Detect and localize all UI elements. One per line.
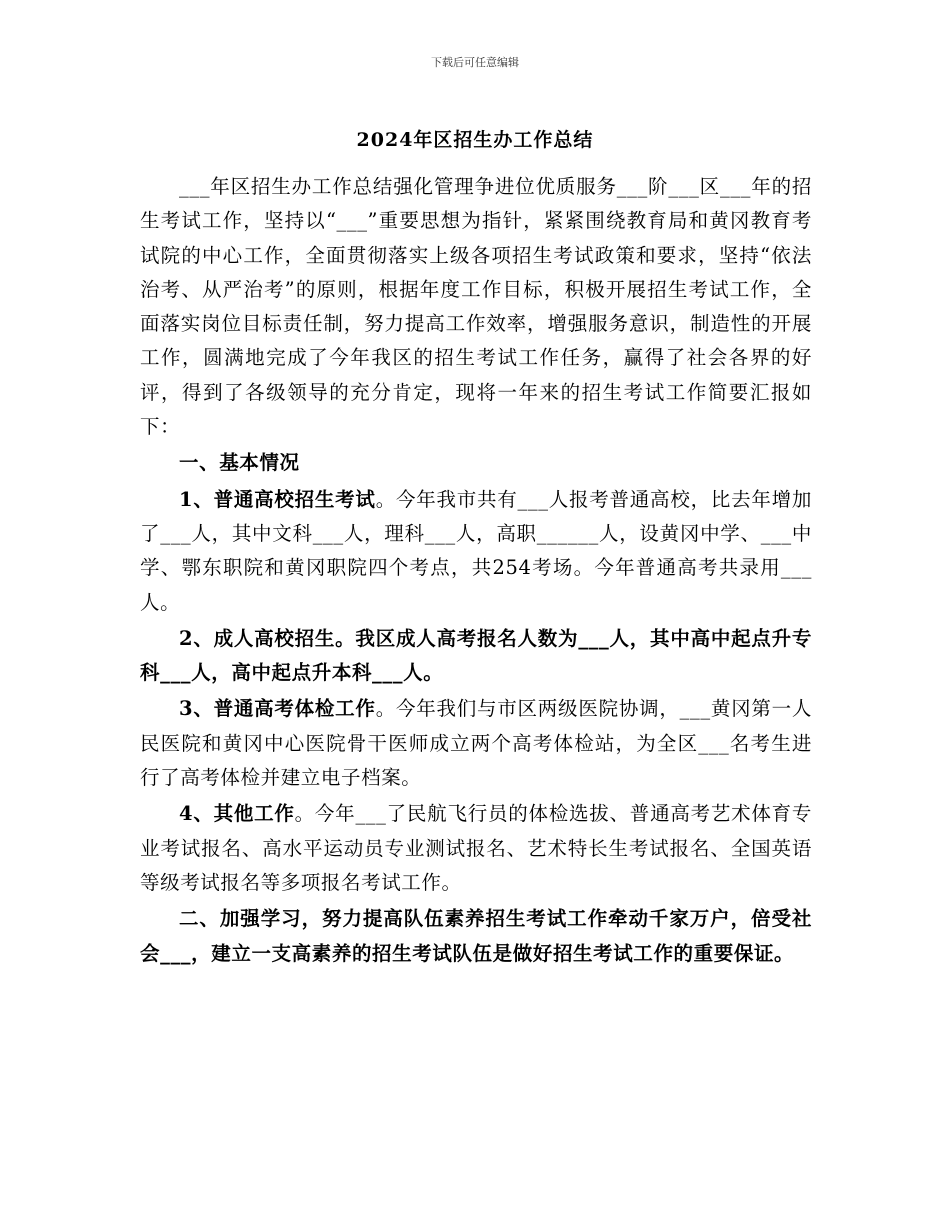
item-label-other-work: 4、其他工作: [179, 802, 295, 826]
item-text-college-exam: 。今年我市共有___人报考普通高校，比去年增加了___人，其中文科___人，理科___人，高职______人，设黄冈中学、___中学、鄂东职院和黄冈职院四个考点，共254考场。今年普通高考共录用___人。: [140, 487, 812, 614]
item-paragraph-college-exam: [140, 483, 812, 620]
item-paragraph-other-work: [140, 797, 812, 900]
item-text-physical-exam: 。今年我们与市区两级医院协调，___黄冈第一人民医院和黄冈中心医院骨干医师成立两个高考体检站，为全区___名考生进行了高考体检并建立电子档案。: [140, 697, 812, 790]
document-title: 2024年区招生办工作总结: [356, 129, 594, 151]
header-note: 下载后可任意编辑: [431, 56, 519, 69]
item-paragraph-physical-exam: [140, 692, 812, 795]
document-body: [140, 170, 812, 971]
section-paragraph-team-building: 二、加强学习，努力提高队伍素养招生考试工作牵动千家万户，倍受社会___，建立一支高素养的招生考试队伍是做好招生考试工作的重要保证。: [140, 907, 812, 965]
item-text-other-work: 。今年___了民航飞行员的体检选拔、普通高考艺术体育专业考试报名、高水平运动员专业测试报名、艺术特长生考试报名、全国英语等级考试报名等多项报名考试工作。: [140, 802, 813, 894]
item-label-physical-exam: 3、普通高考体检工作: [179, 697, 376, 721]
item-paragraph-adult-enrollment: 2、成人高校招生。我区成人高考报名人数为___人，其中高中起点升专科___人，高中起点升本科___人。: [140, 626, 812, 685]
intro-paragraph: ___年区招生办工作总结强化管理争进位优质服务___阶___区___年的招生考试工作，坚持以“___”重要思想为指针，紧紧围绕教育局和黄冈教育考试院的中心工作，全面贯彻落实上级各项招生考试政策和要求，坚持“依法治考、从严治考”的原则，根据年度工作目标，积极开展招生考试工作，全面落实岗位目标责任制，努力提高工作效率，增强服务意识，制造性的开展工作，圆满地完成了今年我区的招生考试工作任务，赢得了社会各界的好评，得到了各级领导的充分肯定，现将一年来的招生考试工作简要汇报如下：: [140, 175, 812, 439]
item-label-college-exam: 1、普通高校招生考试: [179, 487, 376, 511]
section-heading-basic-situation: 一、基本情况: [179, 451, 300, 475]
